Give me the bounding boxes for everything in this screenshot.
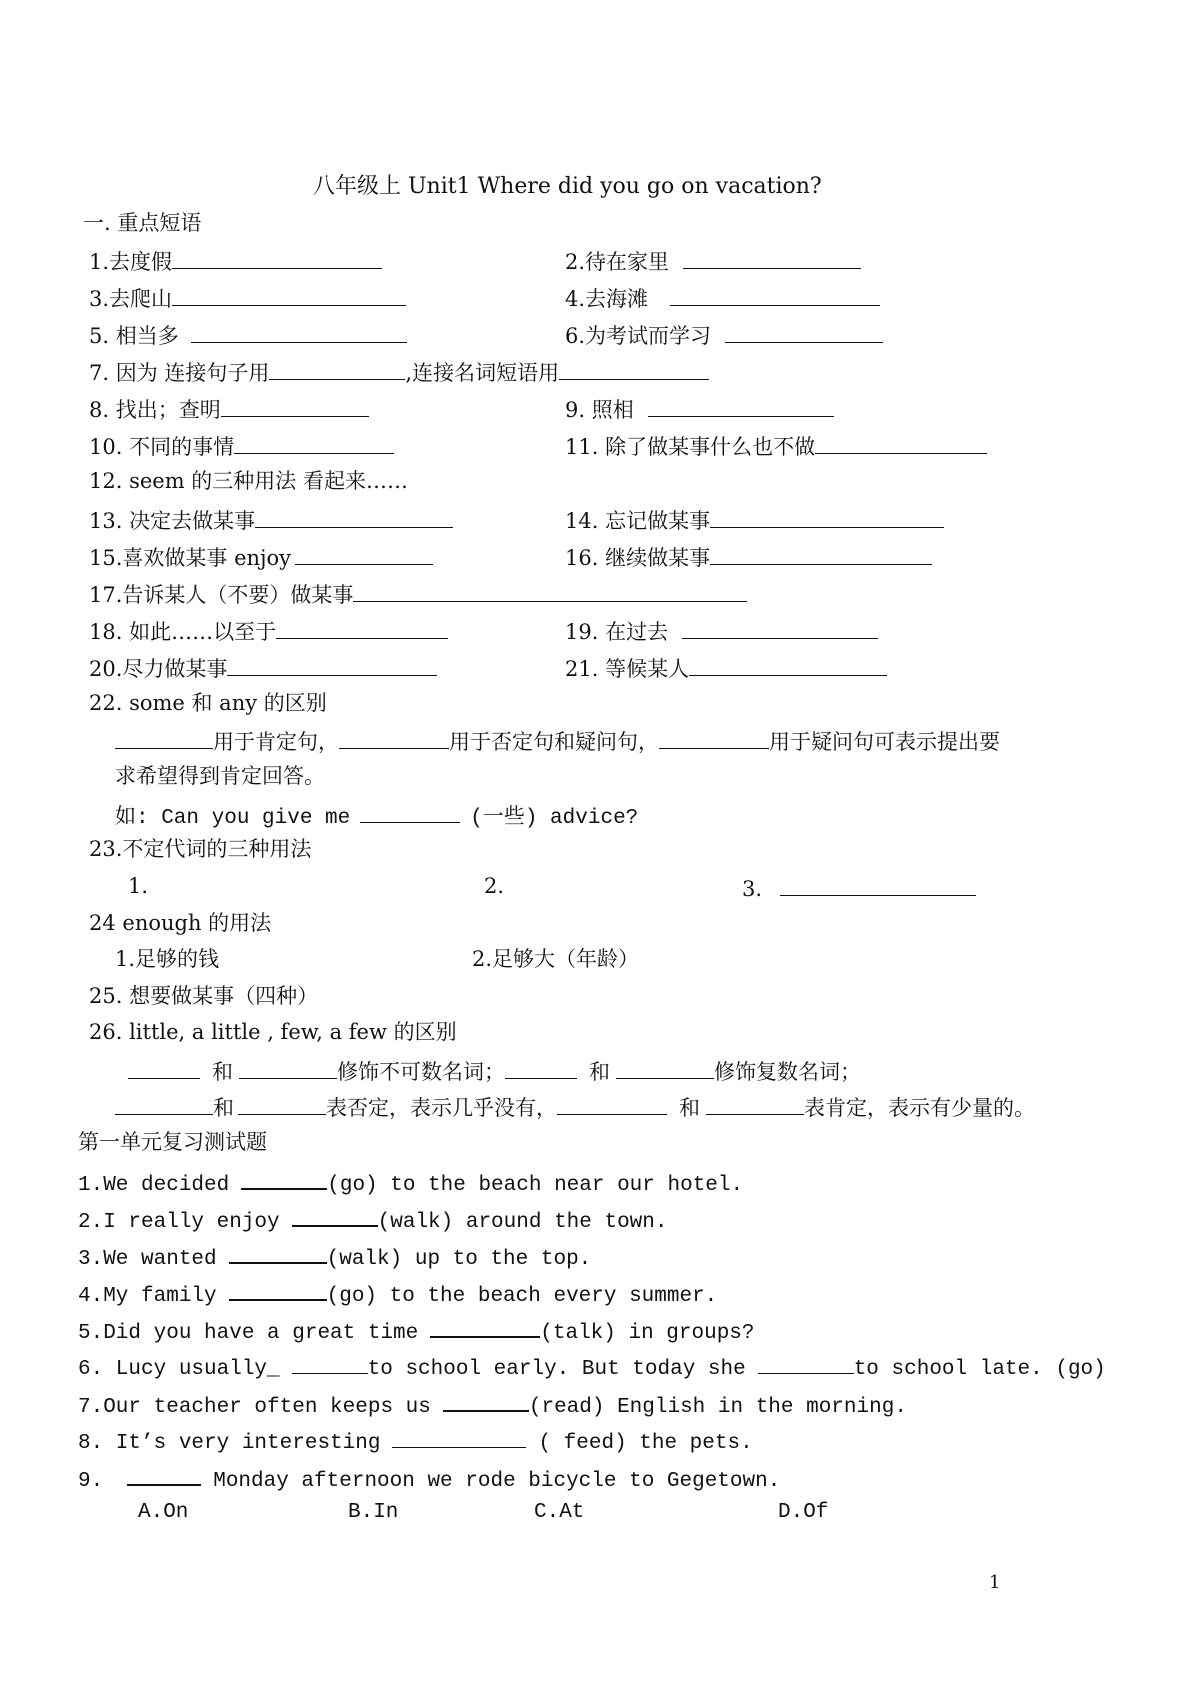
section-heading-phrases: 一. 重点短语 [83, 211, 202, 235]
exercise-text: 7.Our teacher often keeps us [78, 1396, 431, 1419]
phrase-24: 24 enough 的用法 [89, 911, 272, 935]
answer-blank[interactable] [229, 1280, 327, 1301]
exercise-text: (walk) around the town. [377, 1211, 668, 1234]
exercise-5 [78, 1317, 755, 1344]
answer-blank[interactable] [255, 508, 453, 528]
exercise-text: to school late. (go) [853, 1358, 1106, 1381]
answer-blank[interactable] [559, 360, 709, 380]
answer-blank[interactable] [689, 656, 887, 676]
answer-blank[interactable] [127, 1465, 201, 1486]
phrase-24-item-1: 1.足够的钱 [115, 947, 220, 971]
phrase-4 [565, 286, 880, 310]
answer-blank[interactable] [683, 249, 861, 269]
exercise-text: Monday afternoon we rode bicycle to Gegetown. [213, 1470, 781, 1493]
answer-blank[interactable] [670, 286, 880, 306]
phrase-label: 20.尽力做某事 [89, 657, 228, 681]
phrase-label: 修饰复数名词； [714, 1060, 861, 1084]
phrase-label: 14. 忘记做某事 [565, 509, 711, 533]
phrase-18 [89, 619, 448, 643]
exercise-2 [78, 1206, 668, 1233]
phrase-label: 和 [212, 1060, 233, 1084]
phrase-1 [89, 249, 382, 273]
phrase-label: 3.去爬山 [89, 287, 173, 311]
phrase-26-line1 [128, 1059, 861, 1083]
exercise-text: 4.My family [78, 1285, 217, 1308]
phrase-label: 9. 照相 [565, 398, 634, 422]
answer-blank[interactable] [780, 876, 976, 896]
exercise-7 [78, 1391, 907, 1418]
exercise-6 [78, 1354, 1106, 1380]
phrase-6 [565, 323, 883, 347]
phrase-9 [565, 397, 834, 421]
exercise-text: (go) to the beach near our hotel. [327, 1174, 744, 1197]
answer-blank[interactable] [191, 323, 407, 343]
phrase-10 [89, 434, 394, 458]
phrase-23-item-1: 1. [128, 874, 149, 898]
answer-blank[interactable] [710, 545, 932, 565]
exercise-text: 6. Lucy usually_ [78, 1358, 280, 1381]
exercise-text: 2.I really enjoy [78, 1211, 280, 1234]
exercise-text: (talk) in groups? [540, 1322, 755, 1345]
exercise-text: 3.We wanted [78, 1248, 217, 1271]
answer-blank[interactable] [227, 656, 437, 676]
phrase-22: 22. some 和 any 的区别 [89, 691, 327, 715]
phrase-8 [89, 397, 369, 421]
page-number: 1 [989, 1572, 1001, 1593]
answer-blank[interactable] [238, 1095, 326, 1115]
phrase-label: (一些) advice? [470, 807, 639, 830]
phrase-label: 和 [679, 1096, 700, 1120]
phrase-label: 19. 在过去 [565, 620, 669, 644]
phrase-7 [89, 360, 709, 384]
phrase-21 [565, 656, 887, 680]
phrase-23-item-3 [742, 876, 976, 900]
answer-blank[interactable] [172, 249, 382, 269]
exercise-8 [78, 1428, 753, 1454]
phrase-label: 和 [589, 1060, 610, 1084]
answer-blank[interactable] [392, 1428, 526, 1448]
answer-blank[interactable] [115, 1095, 213, 1115]
answer-blank[interactable] [339, 729, 449, 749]
exercise-text: ( feed) the pets. [538, 1432, 753, 1455]
option-d[interactable]: D.Of [778, 1501, 829, 1524]
section-heading-review-test: 第一单元复习测试题 [78, 1130, 267, 1154]
phrase-2 [565, 249, 861, 273]
answer-blank[interactable] [234, 434, 394, 454]
phrase-label: 15.喜欢做某事 enjoy [89, 546, 292, 570]
answer-blank[interactable] [557, 1095, 667, 1115]
phrase-26-line2 [115, 1095, 1035, 1119]
answer-blank[interactable] [353, 582, 747, 602]
phrase-23: 23.不定代词的三种用法 [89, 837, 312, 861]
phrase-label: 6.为考试而学习 [565, 324, 712, 348]
phrase-label: 修饰不可数名词； [337, 1060, 505, 1084]
phrase-label: 表否定，表示几乎没有， [326, 1096, 557, 1120]
exercise-text: to school early. But today she [367, 1358, 746, 1381]
phrase-16 [565, 545, 932, 569]
phrase-3 [89, 286, 406, 310]
phrase-label: 8. 找出；查明 [89, 398, 221, 422]
answer-blank[interactable] [682, 619, 878, 639]
answer-blank[interactable] [292, 1206, 378, 1227]
answer-blank[interactable] [725, 323, 883, 343]
phrase-label: 17.告诉某人（不要）做某事 [89, 583, 354, 607]
exercise-9 [78, 1465, 780, 1492]
answer-blank[interactable] [229, 1243, 327, 1264]
answer-blank[interactable] [360, 803, 460, 823]
phrase-13 [89, 508, 453, 532]
exercise-text: 5.Did you have a great time [78, 1322, 419, 1345]
exercise-text: (go) to the beach every summer. [326, 1285, 718, 1308]
answer-blank[interactable] [128, 1059, 200, 1079]
phrase-label: 21. 等候某人 [565, 657, 690, 681]
phrase-11 [565, 434, 987, 458]
answer-blank[interactable] [758, 1354, 854, 1374]
phrase-label: 7. 因为 连接句子用 [89, 361, 270, 385]
answer-blank[interactable] [239, 1059, 337, 1079]
answer-blank[interactable] [443, 1391, 529, 1412]
phrase-label: 4.去海滩 [565, 287, 649, 311]
phrase-label: 用于疑问句可表示提出要 [769, 730, 1000, 754]
phrase-label: 5. 相当多 [89, 324, 179, 348]
answer-blank[interactable] [710, 508, 944, 528]
phrase-label: 表肯定，表示有少量的。 [804, 1096, 1035, 1120]
answer-blank[interactable] [815, 434, 987, 454]
answer-blank[interactable] [616, 1059, 714, 1079]
phrase-23-item-2: 2. [484, 874, 505, 898]
answer-blank[interactable] [172, 286, 406, 306]
phrase-label: 1.去度假 [89, 250, 173, 274]
phrase-label: 13. 决定去做某事 [89, 509, 256, 533]
phrase-label: 如: Can you give me [115, 807, 351, 830]
exercise-1 [78, 1169, 743, 1196]
phrase-label: 11. 除了做某事什么也不做 [565, 435, 816, 459]
phrase-label: 10. 不同的事情 [89, 435, 235, 459]
answer-blank[interactable] [648, 397, 834, 417]
phrase-12: 12. seem 的三种用法 看起来…… [89, 469, 408, 493]
phrase-17 [89, 582, 747, 606]
exercise-text: 8. It’s very interesting [78, 1432, 381, 1455]
phrase-label: 用于否定句和疑问句， [449, 730, 659, 754]
answer-blank[interactable] [276, 619, 448, 639]
answer-blank[interactable] [505, 1059, 577, 1079]
exercise-text: (read) English in the morning. [528, 1396, 907, 1419]
phrase-5 [89, 323, 407, 347]
phrase-label: 2.待在家里 [565, 250, 670, 274]
answer-blank[interactable] [115, 729, 213, 749]
phrase-26: 26. little, a little , few, a few 的区别 [89, 1020, 457, 1044]
phrase-14 [565, 508, 944, 532]
phrase-label: ,连接名词短语用 [405, 361, 560, 385]
phrase-22-line1 [115, 729, 1000, 753]
phrase-24-item-2: 2.足够大（年龄） [472, 947, 640, 971]
exercise-3 [78, 1243, 591, 1270]
exercise-4 [78, 1280, 717, 1307]
answer-blank[interactable] [295, 545, 433, 565]
answer-blank[interactable] [292, 1354, 368, 1374]
phrase-22-example [115, 803, 638, 829]
page-title: 八年级上 Unit1 Where did you go on vacation? [313, 174, 822, 199]
option-a[interactable]: A.On [138, 1501, 189, 1524]
option-c[interactable]: C.At [534, 1501, 585, 1524]
exercise-text: 9. [78, 1470, 104, 1493]
answer-blank[interactable] [706, 1095, 804, 1115]
exercise-text: 1.We decided [78, 1174, 230, 1197]
answer-blank[interactable] [241, 1169, 327, 1190]
phrase-15 [89, 545, 433, 569]
answer-blank[interactable] [221, 397, 369, 417]
phrase-25: 25. 想要做某事（四种） [89, 984, 319, 1008]
phrase-label: 16. 继续做某事 [565, 546, 711, 570]
answer-blank[interactable] [269, 360, 405, 380]
answer-blank[interactable] [430, 1317, 540, 1338]
phrase-label: 18. 如此……以至于 [89, 620, 277, 644]
phrase-22-line2: 求希望得到肯定回答。 [115, 764, 325, 788]
phrase-20 [89, 656, 437, 680]
phrase-label: 3. [742, 877, 763, 901]
phrase-label: 和 [213, 1096, 234, 1120]
answer-blank[interactable] [659, 729, 769, 749]
exercise-text: (walk) up to the top. [326, 1248, 592, 1271]
phrase-19 [565, 619, 878, 643]
option-b[interactable]: B.In [348, 1501, 399, 1524]
phrase-label: 用于肯定句， [213, 730, 339, 754]
